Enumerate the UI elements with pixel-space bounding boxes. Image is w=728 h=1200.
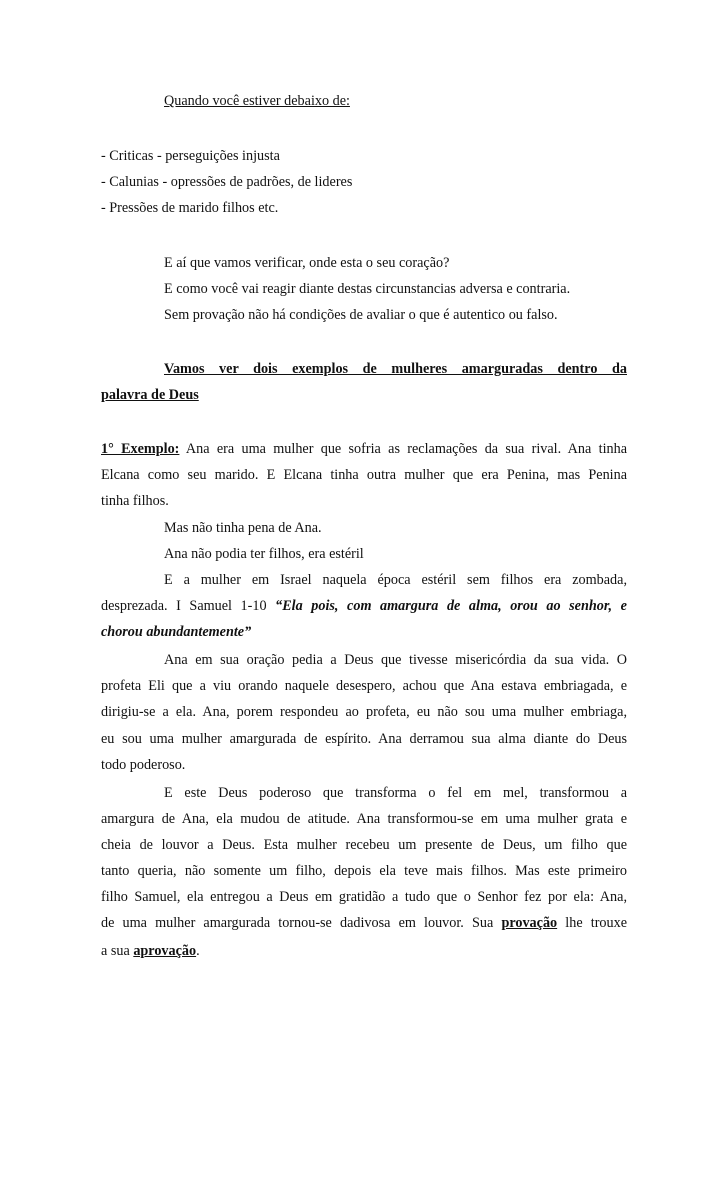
- paragraph-line: filho Samuel, ela entregou a Deus em gratidão a tudo que o Senhor fez por ela: Ana,: [101, 889, 627, 905]
- example-line: Mas não tinha pena de Ana.: [164, 520, 322, 536]
- paragraph-line: dirigiu-se a ela. Ana, porem respondeu ao profeta, eu não sou uma mulher embriaga,: [101, 704, 627, 720]
- heading-text: Quando você estiver debaixo de:: [164, 93, 350, 109]
- example-line: [101, 596, 627, 616]
- example-line: E a mulher em Israel naquela época estéril sem filhos era zombada,: [164, 572, 627, 588]
- example-line: [101, 439, 627, 459]
- paragraph-line: profeta Eli que a viu orando naquele desespero, achou que Ana estava embriagada, e: [101, 678, 627, 694]
- text-segment: lhe trouxe: [557, 915, 627, 931]
- heading: [164, 91, 627, 111]
- paragraph-line: E como você vai reagir diante destas circunstancias adversa e contraria.: [164, 281, 571, 297]
- paragraph-line: amargura de Ana, ela mudou de atitude. Ana transformou-se em uma mulher grata e: [101, 811, 627, 827]
- paragraph-line: tanto queria, não somente um filho, depois ela teve mais filhos. Mas este primeiro: [101, 863, 627, 879]
- text-segment: .: [196, 943, 200, 959]
- example-line: Elcana como seu marido. E Elcana tinha outra mulher que era Penina, mas Penina: [101, 467, 627, 483]
- scripture-reference: desprezada. I Samuel 1-10: [101, 598, 276, 614]
- paragraph-line: cheia de louvor a Deus. Esta mulher recebeu um presente de Deus, um filho que: [101, 837, 627, 853]
- example-line: Ana não podia ter filhos, era estéril: [164, 546, 364, 562]
- emphasis-provacao: provação: [501, 915, 558, 931]
- example-line: [101, 622, 627, 642]
- paragraph-line: E este Deus poderoso que transforma o fel em mel, transformou a: [164, 785, 627, 801]
- example-line: tinha filhos.: [101, 493, 169, 509]
- section-title-line1: Vamos ver dois exemplos de mulheres amarguradas dentro da: [164, 361, 627, 377]
- text-segment: de uma mulher amargurada tornou-se dadivosa em louvor. Sua: [101, 915, 502, 931]
- text-segment: a sua: [101, 943, 134, 959]
- scripture-quote: chorou abundantemente”: [101, 624, 252, 640]
- paragraph-line: todo poderoso.: [101, 757, 186, 773]
- example-label: 1° Exemplo:: [101, 441, 180, 457]
- paragraph-line: Sem provação não há condições de avaliar o que é autentico ou falso.: [164, 307, 558, 323]
- emphasis-aprovacao: aprovação: [133, 943, 197, 959]
- paragraph-line: eu sou uma mulher amargurada de espírito. Ana derramou sua alma diante do Deus: [101, 731, 627, 747]
- section-title-line2: palavra de Deus: [101, 387, 199, 403]
- list-item: - Calunias - opressões de padrões, de lideres: [101, 174, 353, 190]
- paragraph-line: [101, 941, 627, 961]
- list-item: - Pressões de marido filhos etc.: [101, 200, 279, 216]
- paragraph-line: Ana em sua oração pedia a Deus que tivesse misericórdia da sua vida. O: [164, 652, 627, 668]
- scripture-quote: “Ela pois, com amargura de alma, orou ao senhor, e: [275, 598, 627, 614]
- list-item: - Criticas - perseguições injusta: [101, 148, 280, 164]
- paragraph-line: E aí que vamos verificar, onde esta o seu coração?: [164, 255, 450, 271]
- paragraph-line: [101, 913, 627, 933]
- example-text: Ana era uma mulher que sofria as reclamações da sua rival. Ana tinha: [179, 441, 627, 457]
